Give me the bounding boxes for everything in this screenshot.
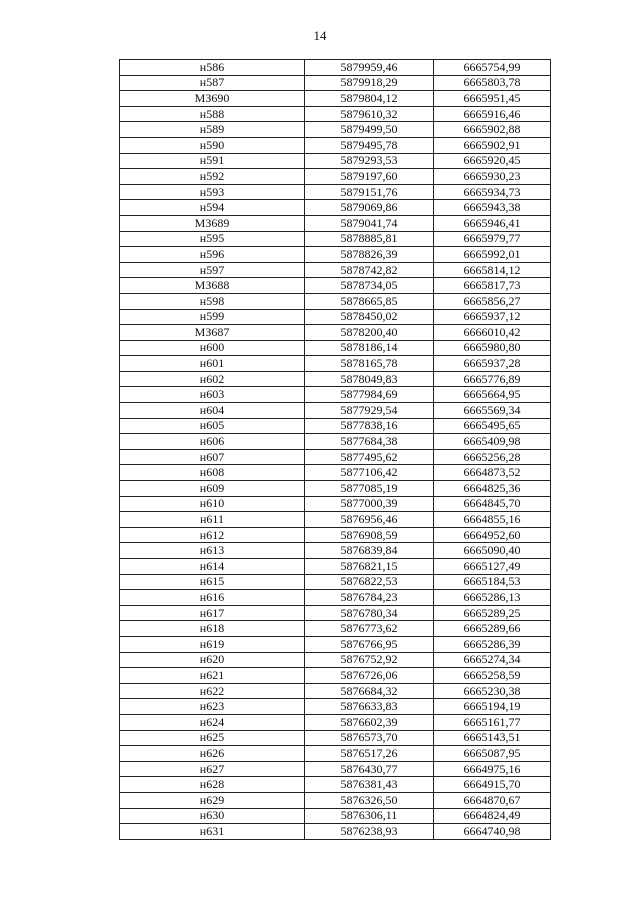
x-coordinate-cell: 5877495,62 xyxy=(305,449,434,465)
table-row xyxy=(120,153,551,169)
point-name-cell: н601 xyxy=(120,356,305,372)
x-coordinate-cell: 5876780,34 xyxy=(305,605,434,621)
y-coordinate-cell: 6665803,78 xyxy=(434,75,551,91)
table-row xyxy=(120,371,551,387)
y-coordinate-cell: 6664915,70 xyxy=(434,777,551,793)
x-coordinate-cell: 5879499,50 xyxy=(305,122,434,138)
point-name-cell: н622 xyxy=(120,683,305,699)
table-row xyxy=(120,512,551,528)
x-coordinate-cell: 5879151,76 xyxy=(305,184,434,200)
table-row xyxy=(120,465,551,481)
table-row xyxy=(120,325,551,341)
y-coordinate-cell: 6664855,16 xyxy=(434,512,551,528)
x-coordinate-cell: 5879069,86 xyxy=(305,200,434,216)
x-coordinate-cell: 5878826,39 xyxy=(305,247,434,263)
x-coordinate-cell: 5879293,53 xyxy=(305,153,434,169)
x-coordinate-cell: 5877684,38 xyxy=(305,434,434,450)
table-row xyxy=(120,481,551,497)
table-row xyxy=(120,356,551,372)
y-coordinate-cell: 6665902,88 xyxy=(434,122,551,138)
point-name-cell: н630 xyxy=(120,808,305,824)
table-row xyxy=(120,761,551,777)
x-coordinate-cell: 5876752,92 xyxy=(305,652,434,668)
table-row xyxy=(120,605,551,621)
table-row xyxy=(120,262,551,278)
point-name-cell: н623 xyxy=(120,699,305,715)
y-coordinate-cell: 6664845,70 xyxy=(434,496,551,512)
y-coordinate-cell: 6664740,98 xyxy=(434,824,551,840)
x-coordinate-cell: 5879495,78 xyxy=(305,137,434,153)
coordinates-table-body xyxy=(120,60,551,840)
table-row xyxy=(120,215,551,231)
point-name-cell: н591 xyxy=(120,153,305,169)
table-row xyxy=(120,75,551,91)
y-coordinate-cell: 6665256,28 xyxy=(434,449,551,465)
point-name-cell: н614 xyxy=(120,559,305,575)
x-coordinate-cell: 5878049,83 xyxy=(305,371,434,387)
y-coordinate-cell: 6665409,98 xyxy=(434,434,551,450)
point-name-cell: н606 xyxy=(120,434,305,450)
x-coordinate-cell: 5879804,12 xyxy=(305,91,434,107)
point-name-cell: н609 xyxy=(120,481,305,497)
point-name-cell: н590 xyxy=(120,137,305,153)
y-coordinate-cell: 6665946,41 xyxy=(434,215,551,231)
y-coordinate-cell: 6665817,73 xyxy=(434,278,551,294)
point-name-cell: н620 xyxy=(120,652,305,668)
point-name-cell: МЗ688 xyxy=(120,278,305,294)
y-coordinate-cell: 6665289,25 xyxy=(434,605,551,621)
x-coordinate-cell: 5878450,02 xyxy=(305,309,434,325)
point-name-cell: н619 xyxy=(120,636,305,652)
y-coordinate-cell: 6665979,77 xyxy=(434,231,551,247)
y-coordinate-cell: 6665920,45 xyxy=(434,153,551,169)
point-name-cell: н625 xyxy=(120,730,305,746)
x-coordinate-cell: 5877929,54 xyxy=(305,403,434,419)
table-row xyxy=(120,137,551,153)
y-coordinate-cell: 6665184,53 xyxy=(434,574,551,590)
point-name-cell: н596 xyxy=(120,247,305,263)
point-name-cell: н617 xyxy=(120,605,305,621)
point-name-cell: н592 xyxy=(120,169,305,185)
coordinates-table xyxy=(119,59,551,840)
point-name-cell: МЗ690 xyxy=(120,91,305,107)
x-coordinate-cell: 5876326,50 xyxy=(305,792,434,808)
x-coordinate-cell: 5876684,32 xyxy=(305,683,434,699)
x-coordinate-cell: 5879959,46 xyxy=(305,60,434,76)
table-row xyxy=(120,309,551,325)
y-coordinate-cell: 6665754,99 xyxy=(434,60,551,76)
table-row xyxy=(120,699,551,715)
y-coordinate-cell: 6665258,59 xyxy=(434,668,551,684)
x-coordinate-cell: 5877838,16 xyxy=(305,418,434,434)
x-coordinate-cell: 5876238,93 xyxy=(305,824,434,840)
point-name-cell: н631 xyxy=(120,824,305,840)
y-coordinate-cell: 6665127,49 xyxy=(434,559,551,575)
y-coordinate-cell: 6665289,66 xyxy=(434,621,551,637)
table-row xyxy=(120,777,551,793)
table-row xyxy=(120,668,551,684)
y-coordinate-cell: 6664975,16 xyxy=(434,761,551,777)
table-row xyxy=(120,683,551,699)
x-coordinate-cell: 5876784,23 xyxy=(305,590,434,606)
y-coordinate-cell: 6664873,52 xyxy=(434,465,551,481)
x-coordinate-cell: 5879918,29 xyxy=(305,75,434,91)
table-row xyxy=(120,527,551,543)
point-name-cell: н600 xyxy=(120,340,305,356)
x-coordinate-cell: 5876956,46 xyxy=(305,512,434,528)
table-row xyxy=(120,293,551,309)
x-coordinate-cell: 5876517,26 xyxy=(305,746,434,762)
x-coordinate-cell: 5878885,81 xyxy=(305,231,434,247)
table-row xyxy=(120,496,551,512)
point-name-cell: н605 xyxy=(120,418,305,434)
point-name-cell: н608 xyxy=(120,465,305,481)
point-name-cell: н602 xyxy=(120,371,305,387)
x-coordinate-cell: 5878665,85 xyxy=(305,293,434,309)
table-row xyxy=(120,200,551,216)
x-coordinate-cell: 5878186,14 xyxy=(305,340,434,356)
point-name-cell: н612 xyxy=(120,527,305,543)
x-coordinate-cell: 5876766,95 xyxy=(305,636,434,652)
table-row xyxy=(120,403,551,419)
table-row xyxy=(120,824,551,840)
y-coordinate-cell: 6665286,39 xyxy=(434,636,551,652)
x-coordinate-cell: 5878165,78 xyxy=(305,356,434,372)
y-coordinate-cell: 6665230,38 xyxy=(434,683,551,699)
x-coordinate-cell: 5876908,59 xyxy=(305,527,434,543)
table-row xyxy=(120,106,551,122)
y-coordinate-cell: 6665980,80 xyxy=(434,340,551,356)
table-row xyxy=(120,278,551,294)
point-name-cell: н624 xyxy=(120,714,305,730)
point-name-cell: н594 xyxy=(120,200,305,216)
y-coordinate-cell: 6665286,13 xyxy=(434,590,551,606)
x-coordinate-cell: 5876430,77 xyxy=(305,761,434,777)
point-name-cell: н588 xyxy=(120,106,305,122)
point-name-cell: н586 xyxy=(120,60,305,76)
table-row xyxy=(120,730,551,746)
point-name-cell: н618 xyxy=(120,621,305,637)
y-coordinate-cell: 6664952,60 xyxy=(434,527,551,543)
table-row xyxy=(120,590,551,606)
point-name-cell: н595 xyxy=(120,231,305,247)
point-name-cell: н629 xyxy=(120,792,305,808)
x-coordinate-cell: 5876773,62 xyxy=(305,621,434,637)
point-name-cell: н607 xyxy=(120,449,305,465)
x-coordinate-cell: 5876821,15 xyxy=(305,559,434,575)
point-name-cell: н593 xyxy=(120,184,305,200)
y-coordinate-cell: 6665951,45 xyxy=(434,91,551,107)
x-coordinate-cell: 5879197,60 xyxy=(305,169,434,185)
y-coordinate-cell: 6665943,38 xyxy=(434,200,551,216)
y-coordinate-cell: 6665776,89 xyxy=(434,371,551,387)
y-coordinate-cell: 6665916,46 xyxy=(434,106,551,122)
point-name-cell: н610 xyxy=(120,496,305,512)
x-coordinate-cell: 5876573,70 xyxy=(305,730,434,746)
y-coordinate-cell: 6665814,12 xyxy=(434,262,551,278)
x-coordinate-cell: 5876822,53 xyxy=(305,574,434,590)
table-row xyxy=(120,636,551,652)
x-coordinate-cell: 5876726,06 xyxy=(305,668,434,684)
y-coordinate-cell: 6664870,67 xyxy=(434,792,551,808)
y-coordinate-cell: 6665934,73 xyxy=(434,184,551,200)
x-coordinate-cell: 5878200,40 xyxy=(305,325,434,341)
table-row xyxy=(120,574,551,590)
table-row xyxy=(120,652,551,668)
table-row xyxy=(120,714,551,730)
table-row xyxy=(120,122,551,138)
point-name-cell: н597 xyxy=(120,262,305,278)
x-coordinate-cell: 5877000,39 xyxy=(305,496,434,512)
y-coordinate-cell: 6665143,51 xyxy=(434,730,551,746)
point-name-cell: н627 xyxy=(120,761,305,777)
x-coordinate-cell: 5877984,69 xyxy=(305,387,434,403)
y-coordinate-cell: 6665161,77 xyxy=(434,714,551,730)
table-row xyxy=(120,808,551,824)
point-name-cell: МЗ687 xyxy=(120,325,305,341)
point-name-cell: н599 xyxy=(120,309,305,325)
y-coordinate-cell: 6665569,34 xyxy=(434,403,551,419)
y-coordinate-cell: 6665992,01 xyxy=(434,247,551,263)
y-coordinate-cell: 6664824,49 xyxy=(434,808,551,824)
y-coordinate-cell: 6665930,23 xyxy=(434,169,551,185)
table-row xyxy=(120,434,551,450)
y-coordinate-cell: 6665087,95 xyxy=(434,746,551,762)
y-coordinate-cell: 6665902,91 xyxy=(434,137,551,153)
x-coordinate-cell: 5878742,82 xyxy=(305,262,434,278)
table-row xyxy=(120,169,551,185)
x-coordinate-cell: 5879610,32 xyxy=(305,106,434,122)
table-row xyxy=(120,746,551,762)
y-coordinate-cell: 6665937,12 xyxy=(434,309,551,325)
table-row xyxy=(120,792,551,808)
table-row xyxy=(120,387,551,403)
point-name-cell: н628 xyxy=(120,777,305,793)
y-coordinate-cell: 6666010,42 xyxy=(434,325,551,341)
page-number: 14 xyxy=(313,28,327,43)
point-name-cell: н613 xyxy=(120,543,305,559)
point-name-cell: н603 xyxy=(120,387,305,403)
point-name-cell: МЗ689 xyxy=(120,215,305,231)
table-row xyxy=(120,449,551,465)
table-row xyxy=(120,418,551,434)
y-coordinate-cell: 6665090,40 xyxy=(434,543,551,559)
point-name-cell: н626 xyxy=(120,746,305,762)
table-row xyxy=(120,559,551,575)
table-row xyxy=(120,60,551,76)
point-name-cell: н611 xyxy=(120,512,305,528)
point-name-cell: н616 xyxy=(120,590,305,606)
table-row xyxy=(120,91,551,107)
x-coordinate-cell: 5879041,74 xyxy=(305,215,434,231)
y-coordinate-cell: 6665495,65 xyxy=(434,418,551,434)
x-coordinate-cell: 5877106,42 xyxy=(305,465,434,481)
x-coordinate-cell: 5876839,84 xyxy=(305,543,434,559)
x-coordinate-cell: 5876633,83 xyxy=(305,699,434,715)
table-row xyxy=(120,184,551,200)
point-name-cell: н615 xyxy=(120,574,305,590)
point-name-cell: н621 xyxy=(120,668,305,684)
table-row xyxy=(120,543,551,559)
table-row xyxy=(120,621,551,637)
x-coordinate-cell: 5876602,39 xyxy=(305,714,434,730)
y-coordinate-cell: 6665274,34 xyxy=(434,652,551,668)
y-coordinate-cell: 6665664,95 xyxy=(434,387,551,403)
x-coordinate-cell: 5876306,11 xyxy=(305,808,434,824)
x-coordinate-cell: 5878734,05 xyxy=(305,278,434,294)
y-coordinate-cell: 6665856,27 xyxy=(434,293,551,309)
y-coordinate-cell: 6665194,19 xyxy=(434,699,551,715)
table-row xyxy=(120,231,551,247)
point-name-cell: н604 xyxy=(120,403,305,419)
point-name-cell: н598 xyxy=(120,293,305,309)
point-name-cell: н589 xyxy=(120,122,305,138)
table-row xyxy=(120,247,551,263)
point-name-cell: н587 xyxy=(120,75,305,91)
y-coordinate-cell: 6664825,36 xyxy=(434,481,551,497)
x-coordinate-cell: 5876381,43 xyxy=(305,777,434,793)
y-coordinate-cell: 6665937,28 xyxy=(434,356,551,372)
x-coordinate-cell: 5877085,19 xyxy=(305,481,434,497)
table-row xyxy=(120,340,551,356)
